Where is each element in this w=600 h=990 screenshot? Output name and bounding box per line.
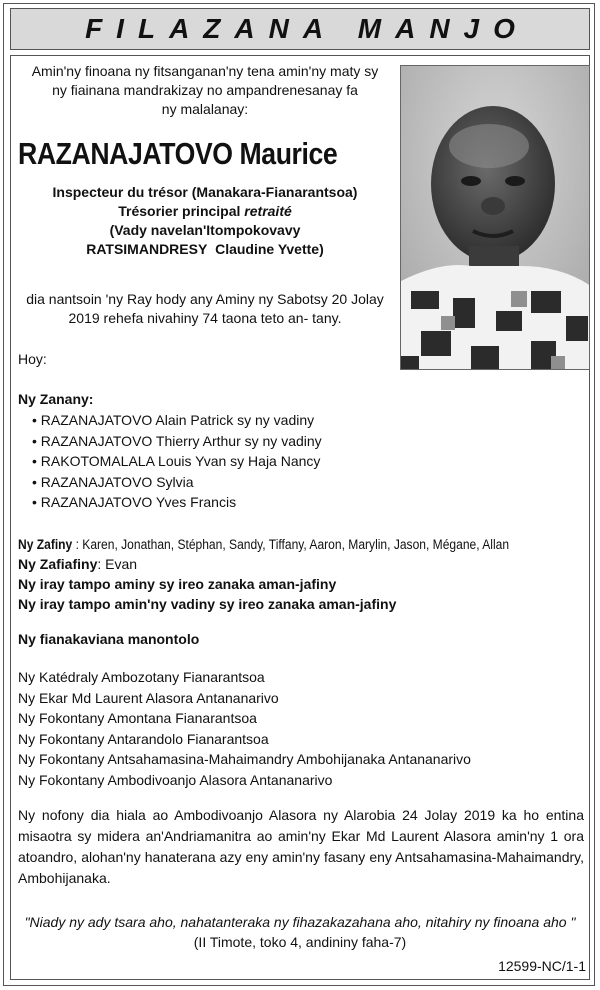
bible-quote: "Niady ny ady tsara aho, nahatanteraka ny fihazakazahana aho, nitahiry ny finoana aho " (24, 914, 576, 930)
child-name: RAZANAJATOVO Yves Francis (40, 494, 237, 510)
role-line (16, 202, 394, 221)
list-item: • RAKOTOMALALA Louis Yvan sy Haja Nancy (32, 453, 321, 469)
family-line: Ny iray tampo amin'ny vadiny sy ireo zanaka aman-jafiny (18, 596, 397, 612)
spouse-given: Claudine Yvette (215, 241, 320, 257)
family-line: Ny iray tampo aminy sy ireo zanaka aman-jafiny (18, 576, 337, 592)
intro-line: Amin'ny finoana ny fitsanganan'ny tena amin'ny maty sy (31, 63, 379, 79)
spouse-surname: RATSIMANDRESY (86, 241, 208, 257)
child-name: RAZANAJATOVO Alain Patrick sy ny vadiny (40, 412, 315, 428)
death-notice (16, 290, 394, 328)
notice-title: FILAZANA MANJO (85, 13, 529, 44)
child-name: RAZANAJATOVO Sylvia (40, 473, 194, 490)
funeral-paragraph: Ny nofony dia hiala ao Ambodivoanjo Alasora ny Alarobia 24 Jolay 2019 ka ho entina misaotra sy midera an'Andriamanitra ao amin'ny Ekar Md Laurent Alasora amin'ny 1 ora atoandro, alohan'ny hanaterana azy eny amin'ny fasany eny Antsahamasina-Mahaimandry, Ambohijanaka. (18, 807, 584, 886)
child-name: RAKOTOMALALA Louis Yvan sy Haja Nancy (40, 453, 321, 469)
list-item: • RAZANAJATOVO Thierry Arthur sy ny vadiny (32, 432, 322, 449)
family-lines (18, 575, 396, 614)
death-notice-line: 2019 rehefa nivahiny 74 taona teto an- tany. (68, 310, 342, 326)
list-item: Ny Fokontany Antarandolo Fianarantsoa (18, 730, 269, 747)
great-grandchildren-line (18, 555, 137, 574)
intro-text (16, 62, 394, 119)
bible-reference: (II Timote, toko 4, andininy faha-7) (193, 934, 407, 950)
great-grandchildren-label: Ny Zafiafiny (18, 556, 98, 572)
list-item: • RAZANAJATOVO Sylvia (32, 473, 194, 490)
list-item: Ny Fokontany Ambodivoanjo Alasora Antananarivo (18, 771, 333, 788)
list-item: Ny Fokontany Amontana Fianarantsoa (18, 710, 257, 726)
list-item: • RAZANAJATOVO Alain Patrick sy ny vadiny (32, 412, 315, 428)
role-line: Inspecteur du trésor (Manakara-Fianarantsoa) (52, 184, 358, 200)
great-grandchildren-names: : Evan (97, 556, 138, 572)
deceased-name: RAZANAJATOVO Maurice (18, 136, 338, 171)
spouse-name (16, 240, 394, 259)
list-item: Ny Katédraly Ambozotany Fianarantsoa (18, 669, 265, 685)
hoy-label: Hoy: (18, 351, 47, 367)
role-title: Trésorier principal (118, 203, 245, 219)
portrait-image (401, 66, 590, 370)
grandchildren-line (18, 535, 600, 554)
children-heading: Ny Zanany: (18, 391, 94, 407)
list-item: • RAZANAJATOVO Yves Francis (32, 494, 237, 510)
role-status: retraité (244, 203, 292, 219)
institutions-list (18, 667, 471, 790)
list-item: Ny Ekar Md Laurent Alasora Antananarivo (18, 689, 279, 706)
death-notice-line: dia nantsoin 'ny Ray hody any Aminy ny Sabotsy 20 Jolay (26, 291, 384, 307)
list-item: Ny Fokontany Antsahamasina-Mahaimandry Ambohijanaka Antananarivo (18, 751, 471, 767)
portrait-photo (400, 65, 590, 370)
grandchildren-label: Ny Zafiny (18, 537, 73, 552)
notice-header (10, 8, 590, 50)
deceased-name-wrap (18, 136, 458, 172)
intro-line: ny malalanay: (161, 101, 249, 117)
reference-code: 12599-NC/1-1 (498, 958, 586, 974)
child-name: RAZANAJATOVO Thierry Arthur sy ny vadiny (40, 432, 322, 449)
spouse-line: (Vady navelan'Itompokovavy (109, 222, 301, 238)
intro-line: ny fiainana mandrakizay no ampandrenesanay fa (52, 82, 358, 98)
spouse-close: ) (319, 241, 324, 257)
relatives-heading: Ny fianakaviana manontolo (18, 631, 200, 647)
deceased-roles (16, 183, 394, 259)
children-list (32, 410, 322, 513)
grandchildren-names: : Karen, Jonathan, Stéphan, Sandy, Tiffany, Aaron, Marylin, Jason, Mégane, Allan (72, 537, 510, 552)
